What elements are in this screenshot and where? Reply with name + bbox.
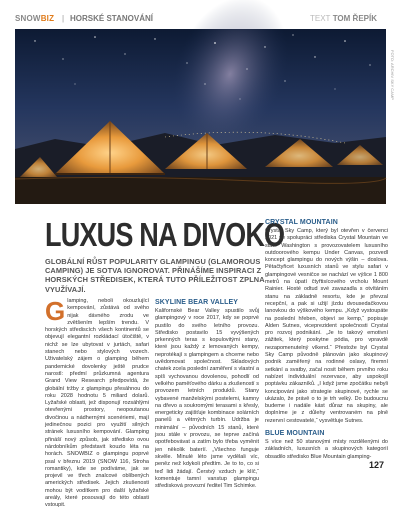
author-name: TOM ŘEPÍK — [332, 14, 377, 23]
page-number: 127 — [369, 460, 385, 470]
header-separator: | — [62, 14, 65, 23]
hero-photo — [15, 29, 386, 204]
subheading-blue-mountain: BLUE MOUNTAIN — [265, 430, 325, 438]
article-column-2 — [155, 298, 259, 490]
column-1-text: lamping, neboli okouzlující kempování, zůstává od svého nijak dávného zrodu ve zvětšením lepším trendu. V horských střediscích všech kontinentů se objevují elegantní rozkládací útočiště, v nichž se lze ubytovat v jurtách, safari stanech nebo stylových vozech. Uživatelský zájem o glamping během pandemické dovolenky ještě prudce narostl: předmí průzkumná agentura Grand View Research předpovídá, že globální tržby z glampingu přesáhnou do roku 2028 hodnotu 5 miliard dolarů. Lyžařské oblasti, jež disponují rozsáhlými otevřenými prostory, neopoutanou divočinou a nádhernými scenériemi, mají jedinečnou pozici pro využití silných stránek luxusního kempování. Glamping přináší nový způsob, jak středisko ovou nárdobníkům představit kouzlo léta na horách. SNOWBIZ o glampingu poprvé psal v březnu 2019 (SNOW 116, Stroha romantiky), kde se podíváme, jak se projevil ve třech znalcové oblíbených amerických středisek. Jejich zkušenosti mohou být vodítkem pro další lyžařské areály, které posouvají do této oblasti vstoupit. — [45, 298, 149, 509]
column-3-text: Crystal Sky Camp, který byl otevřen v červenci 2021 ve spolupráci střediska Crystal Mountain ve státě Washington s provozovatelem luxusního outdoorového kempu Under Canvas, pozvedl koncept glampingu do nových výšin – doslova. Pětačtyřicet luxusních stanů ve stylu safari v glampingové vesničce se nachází ve výšce 1 800 metrů na úpatí čtyřtisícového vrcholu Mount Rainier. Hosté odtud své zavazadla s otvítáním stanu na základně resortu, kde je převzal recepční, a pak si užijí jízdu dvousedačkovou lanovkou do výškového kempu. „Když vystoupáte na poslední hřeben, objeví se kemp,“ popisuje Alden Sutnes, viceprezident společnosti Crystal pro rozvoj podnikání. „Je to takový emotivní zážitek, který poskytne pódia, pro vpravdě nezapomenutelný víkend.“ Přestože byl Crystal Sky Camp původně plánován jako skupinový podnik zaměřený na rodinné oslavy, firemní setkání a svatby, začal nosit během prvního roku nabízet individuální rezervace, aby uspokojil poptávku zákazníků. „I když jsme zpočátku nebyli koncipováni jako strategie skupinové, rychle se ukázalo, že právě o to je trh velký. Do budoucnu budeme i nadále kást důraz na skupiny, ale doplníme je z důlehy ventrovaném na plně rezervní cestovatelé,“ vysvětluje Sutnes. — [265, 228, 388, 424]
article-lead: GLOBÁLNÍ RŮST POPULARITY GLAMPINGU (GLAMOROUS CAMPING) JE SOTVA IGNOROVAT. PŘINÁŠÍME INSPIRACI Z HORSKÝCH STŘEDISEK, KTERÁ TUTO PŘÍLEŽITOST ZPLNA VYUŽÍVAJÍ. — [45, 257, 265, 294]
subheading-skyline-bear-valley: SKYLINE BEAR VALLEY — [155, 299, 239, 306]
author-line — [310, 14, 377, 23]
photo-credit: FOTO: ARCHIV SKY CAMP — [390, 50, 395, 100]
column-3-text-2: S více než 50 stanovými místy rozdělenými do základních, luxusních a skupinových kategorií obsadilo středisko Blue Mountain glamping- — [265, 439, 388, 460]
glamping-night-image — [15, 29, 386, 204]
subheading-crystal-mountain: CRYSTAL MOUNTAIN — [265, 219, 338, 226]
magazine-brand — [15, 14, 54, 23]
section-name: HORSKÉ STANOVÁNÍ — [70, 14, 153, 23]
article-column-1 — [45, 298, 149, 510]
column-2-text: Kalifornské Bear Valley spustilo svůj glampingový v roce 2017, kdy se poprvé pustilo do svého letního provozu. Středisko postavilo 15 vyvýšených prkenných teras s kopulovitými stany, které jsou každý z lemovaných kempy, neprotékají s glampingem a chceme nebo uvědomovat společnost. Skladových chatek zcela poslední zaměření s vlastní a spíš vychovanou dovolenou, pohodlí od velkého paměťového dárku a zkušeností s provozem letních produktů. Stany vybavené manželskými postelemi, kamny na dřevo a soukromými terasami s křesly, energeticky zajišťuje kombinace solárních panelů a větrných turbín. Udržba je minimální – původních 15 stanů, které jsou stále v provozu, se teprve začíná opotřebovávat a zatím bylo třeba vyměnit jen několik bateríí. „Všechno funguje skvěle. Minulé léto jsme vydělali víc, peněz než kdykoli předtím. Je to to, co si teď lidi žádají. Čerstvý vzduch je klíč,“ komentuje tamní vanstup glampingu středisková provozní ředitel Tim Schimke. — [155, 308, 259, 490]
drop-cap: G — [45, 296, 66, 326]
article-column-3 — [265, 218, 388, 461]
author-label: TEXT — [310, 14, 331, 23]
brand-prefix: SNOW — [15, 14, 41, 23]
brand-accent: BIZ — [40, 14, 55, 23]
article-title: LUXUS NA DIVOKO — [45, 216, 285, 253]
